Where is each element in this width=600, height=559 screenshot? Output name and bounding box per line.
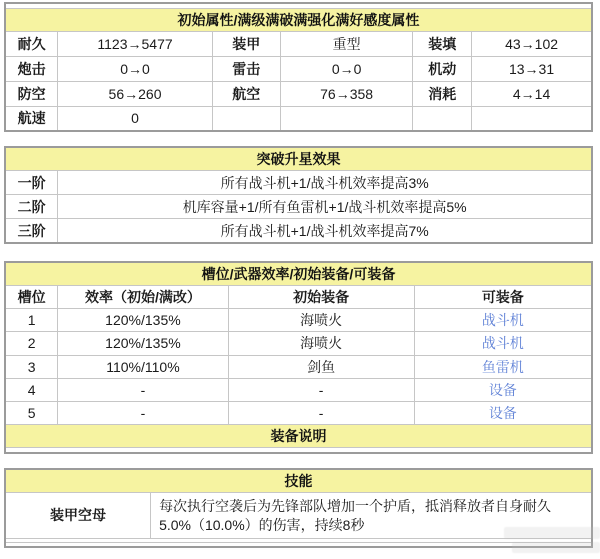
stat-value: 43→102 <box>472 31 592 56</box>
skill-name: 装甲空母 <box>5 493 151 539</box>
col-header-initial-equip: 初始装备 <box>228 286 414 309</box>
slot-initial-equip: 海喷火 <box>228 309 414 332</box>
skills-spacer-row <box>5 543 592 547</box>
slot-number: 2 <box>5 332 58 355</box>
stat-value: 76→358 <box>280 81 413 106</box>
skill-row <box>5 493 592 539</box>
limit-break-stage: 三阶 <box>5 219 58 243</box>
equip-notes-header-row <box>5 425 592 448</box>
empty-cell <box>472 106 592 131</box>
slot-row <box>5 355 592 378</box>
limit-break-row <box>5 219 592 243</box>
equippable-type-link[interactable]: 战斗机 <box>481 335 524 352</box>
slots-header-row <box>5 262 592 286</box>
slots-bottom-spacer-row <box>5 448 592 453</box>
stats-row <box>5 56 592 81</box>
stat-label: 防空 <box>5 81 58 106</box>
stat-value: 0 <box>58 106 212 131</box>
slot-initial-equip: 海喷火 <box>228 332 414 355</box>
slot-efficiency: 120%/135% <box>58 332 228 355</box>
slots-table <box>4 261 593 454</box>
skill-description: 每次执行空袭后为先锋部队增加一个护盾，抵消释放者自身耐久5.0%（10.0%）的伤害，持续8秒 <box>151 493 592 539</box>
limit-break-effect: 所有战斗机+1/战斗机效率提高7% <box>58 219 592 243</box>
equippable-type-link[interactable]: 战斗机 <box>481 312 524 329</box>
stat-label: 机动 <box>413 56 472 81</box>
stat-value: 0→0 <box>280 56 413 81</box>
slot-efficiency: 120%/135% <box>58 309 228 332</box>
limit-break-effect: 机库容量+1/所有鱼雷机+1/战斗机效率提高5% <box>58 195 592 219</box>
slots-column-header-row <box>5 286 592 309</box>
slot-initial-equip: 剑鱼 <box>228 355 414 378</box>
limit-break-row <box>5 171 592 195</box>
slot-row <box>5 402 592 425</box>
stats-row <box>5 31 592 56</box>
stat-value: 56→260 <box>58 81 212 106</box>
equippable-type-link[interactable]: 鱼雷机 <box>481 358 524 375</box>
stat-label: 消耗 <box>413 81 472 106</box>
stat-label: 雷击 <box>212 56 280 81</box>
slot-number: 1 <box>5 309 58 332</box>
col-header-efficiency: 效率（初始/满改） <box>58 286 228 309</box>
slot-equippable-cell <box>414 378 592 401</box>
slot-equippable-cell <box>414 332 592 355</box>
empty-cell <box>413 106 472 131</box>
slot-initial-equip: - <box>228 378 414 401</box>
stats-table <box>4 2 593 132</box>
empty-cell <box>280 106 413 131</box>
empty-cell <box>5 448 592 453</box>
equippable-type-link[interactable]: 设备 <box>488 381 517 398</box>
limit-break-effect: 所有战斗机+1/战斗机效率提高3% <box>58 171 592 195</box>
slot-equippable-cell <box>414 355 592 378</box>
skills-header-row <box>5 469 592 493</box>
equippable-type-link[interactable]: 设备 <box>488 405 517 421</box>
stat-label: 炮击 <box>5 56 58 81</box>
stat-value: 4→14 <box>472 81 592 106</box>
stats-row <box>5 81 592 106</box>
limit-break-row <box>5 195 592 219</box>
stats-row <box>5 106 592 131</box>
stat-value: 13→31 <box>472 56 592 81</box>
slot-equippable-cell <box>414 309 592 332</box>
stat-label: 航空 <box>212 81 280 106</box>
slot-efficiency: - <box>58 402 228 425</box>
slots-table-title: 槽位/武器效率/初始装备/可装备 <box>5 262 592 286</box>
slot-row <box>5 309 592 332</box>
empty-cell <box>212 106 280 131</box>
stat-value: 1123→5477 <box>58 31 212 56</box>
slot-initial-equip: - <box>228 402 414 425</box>
slot-row <box>5 378 592 401</box>
limit-break-stage: 一阶 <box>5 171 58 195</box>
stats-table-title: 初始属性/满级满破满强化满好感度属性 <box>5 8 592 31</box>
slot-efficiency: 110%/110% <box>58 355 228 378</box>
limit-break-table <box>4 146 593 244</box>
skills-table-title: 技能 <box>5 469 592 493</box>
stat-value: 重型 <box>280 31 413 56</box>
slot-number: 3 <box>5 355 58 378</box>
stat-label: 航速 <box>5 106 58 131</box>
stats-header-row <box>5 8 592 31</box>
stat-label: 耐久 <box>5 31 58 56</box>
slot-number: 5 <box>5 402 58 425</box>
limit-break-table-title: 突破升星效果 <box>5 147 592 171</box>
col-header-slot: 槽位 <box>5 286 58 309</box>
slot-efficiency: - <box>58 378 228 401</box>
equip-notes-title: 装备说明 <box>5 425 592 448</box>
col-header-equippable: 可装备 <box>414 286 592 309</box>
stat-label: 装填 <box>413 31 472 56</box>
limit-break-stage: 二阶 <box>5 195 58 219</box>
slot-equippable-cell <box>414 402 592 425</box>
stat-label: 装甲 <box>212 31 280 56</box>
slot-row <box>5 332 592 355</box>
slot-number: 4 <box>5 378 58 401</box>
skills-table <box>4 468 593 548</box>
limit-break-header-row <box>5 147 592 171</box>
stat-value: 0→0 <box>58 56 212 81</box>
wiki-stats-page <box>0 2 600 559</box>
empty-cell <box>5 543 592 547</box>
